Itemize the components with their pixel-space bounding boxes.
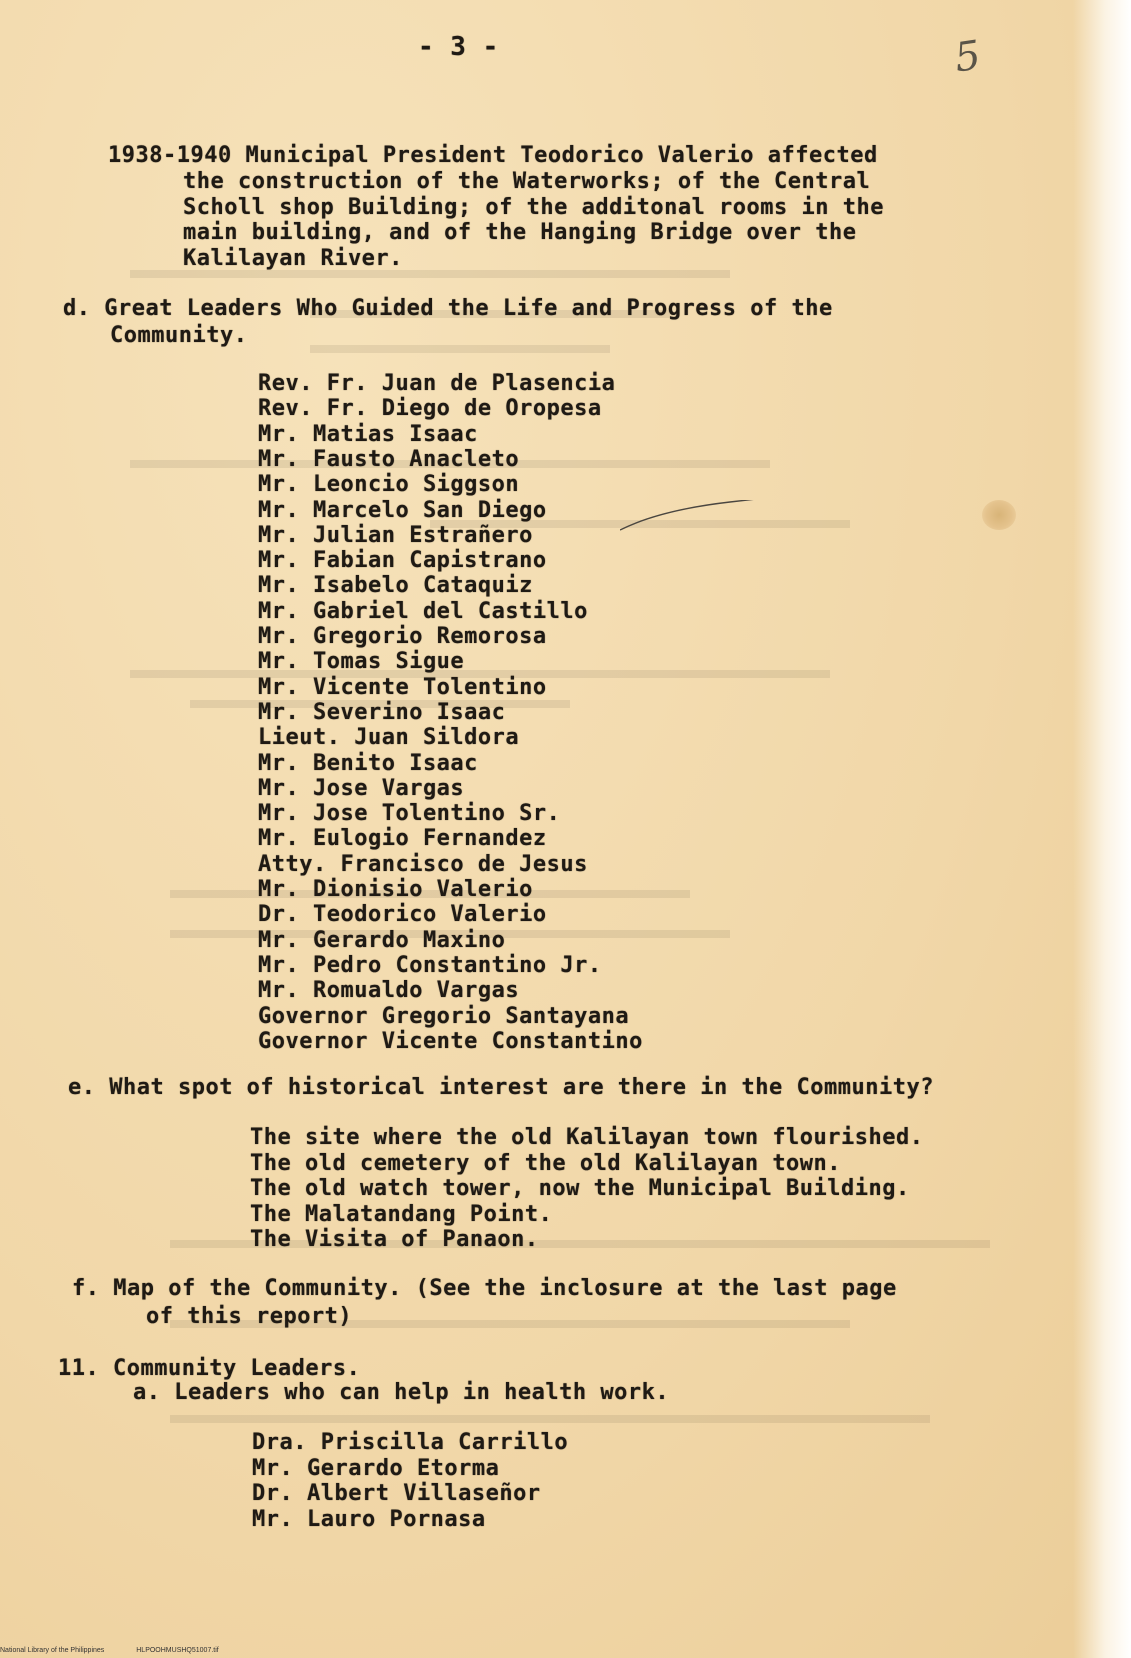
page-edge (1073, 0, 1131, 1658)
historical-spot: The old watch tower, now the Municipal Building. (250, 1176, 910, 1201)
section-f-line: of this report) (146, 1304, 353, 1329)
footer-library: National Library of the Philippines (0, 1647, 105, 1654)
health-leader-name: Dr. Albert Villaseñor (252, 1481, 541, 1506)
section-d-heading: d. Great Leaders Who Guided the Life and Progress of the (63, 296, 833, 321)
leader-name: Mr. Matias Isaac (258, 421, 478, 447)
intro-line: the construction of the Waterworks; of the Central (183, 169, 871, 194)
leader-name: Governor Vicente Constantino (258, 1028, 643, 1054)
leader-name: Mr. Severino Isaac (258, 699, 506, 725)
leader-name: Mr. Gabriel del Castillo (258, 598, 588, 624)
leader-name: Mr. Eulogio Fernandez (258, 826, 547, 852)
leader-name: Mr. Romualdo Vargas (258, 978, 520, 1004)
leader-name: Mr. Jose Vargas (258, 775, 465, 801)
leader-name: Atty. Francisco de Jesus (258, 851, 588, 877)
leader-name: Mr. Benito Isaac (258, 750, 478, 776)
leader-name: Mr. Jose Tolentino Sr. (258, 801, 561, 827)
section-d-heading: Community. (110, 323, 248, 348)
leader-name: Governor Gregorio Santayana (258, 1003, 630, 1029)
section-e-heading: e. What spot of historical interest are there in the Community? (68, 1075, 934, 1100)
leader-name: Mr. Marcelo San Diego (258, 497, 547, 523)
leader-name: Lieut. Juan Sildora (258, 725, 520, 751)
leader-name: Mr. Vicente Tolentino (258, 674, 547, 700)
leader-name: Mr. Isabelo Cataquiz (258, 573, 533, 599)
leader-name: Mr. Leoncio Siggson (258, 472, 520, 498)
historical-spot: The Malatandang Point. (250, 1201, 553, 1227)
intro-line: main building, and of the Hanging Bridge over the (183, 220, 857, 245)
leader-name: Mr. Julian Estrañero (258, 522, 533, 548)
health-leader-name: Mr. Gerardo Etorma (252, 1455, 500, 1481)
health-leader-name: Dra. Priscilla Carrillo (252, 1430, 569, 1455)
pencil-mark (620, 500, 810, 540)
leader-name: Dr. Teodorico Valerio (258, 902, 547, 928)
historical-spot: The Visita of Panaon. (250, 1227, 539, 1252)
leader-name: Rev. Fr. Diego de Oropesa (258, 396, 602, 422)
handwritten-page-number: 5 (951, 32, 984, 82)
historical-spot: The site where the old Kalilayan town flourished. (250, 1125, 924, 1150)
leader-name: Mr. Tomas Sigue (258, 649, 465, 675)
section-11-sub-a: a. Leaders who can help in health work. (133, 1380, 670, 1405)
leader-name: Mr. Dionisio Valerio (258, 877, 533, 902)
paper-stain (982, 500, 1016, 530)
leader-name: Mr. Fausto Anacleto (258, 446, 520, 472)
leader-name: Mr. Gregorio Remorosa (258, 624, 547, 649)
leader-name: Mr. Gerardo Maxino (258, 927, 506, 953)
page-number: - 3 - (418, 32, 499, 62)
section-11-heading: 11. Community Leaders. (58, 1356, 361, 1381)
footer (0, 1647, 249, 1654)
intro-line: Scholl shop Building; of the additonal rooms in the (183, 195, 885, 220)
footer-file: HLPOOHMUSHQ51007.tif (136, 1647, 219, 1654)
historical-spot: The old cemetery of the old Kalilayan town. (250, 1150, 842, 1176)
health-leader-name: Mr. Lauro Pornasa (252, 1506, 486, 1532)
leader-name: Rev. Fr. Juan de Plasencia (258, 371, 616, 396)
intro-line: 1938-1940 Municipal President Teodorico Valerio affected (108, 143, 878, 168)
section-f-line: f. Map of the Community. (See the inclosure at the last page (72, 1276, 897, 1301)
leader-name: Mr. Fabian Capistrano (258, 548, 547, 574)
intro-line: Kalilayan River. (183, 246, 403, 271)
leader-name: Mr. Pedro Constantino Jr. (258, 952, 602, 978)
